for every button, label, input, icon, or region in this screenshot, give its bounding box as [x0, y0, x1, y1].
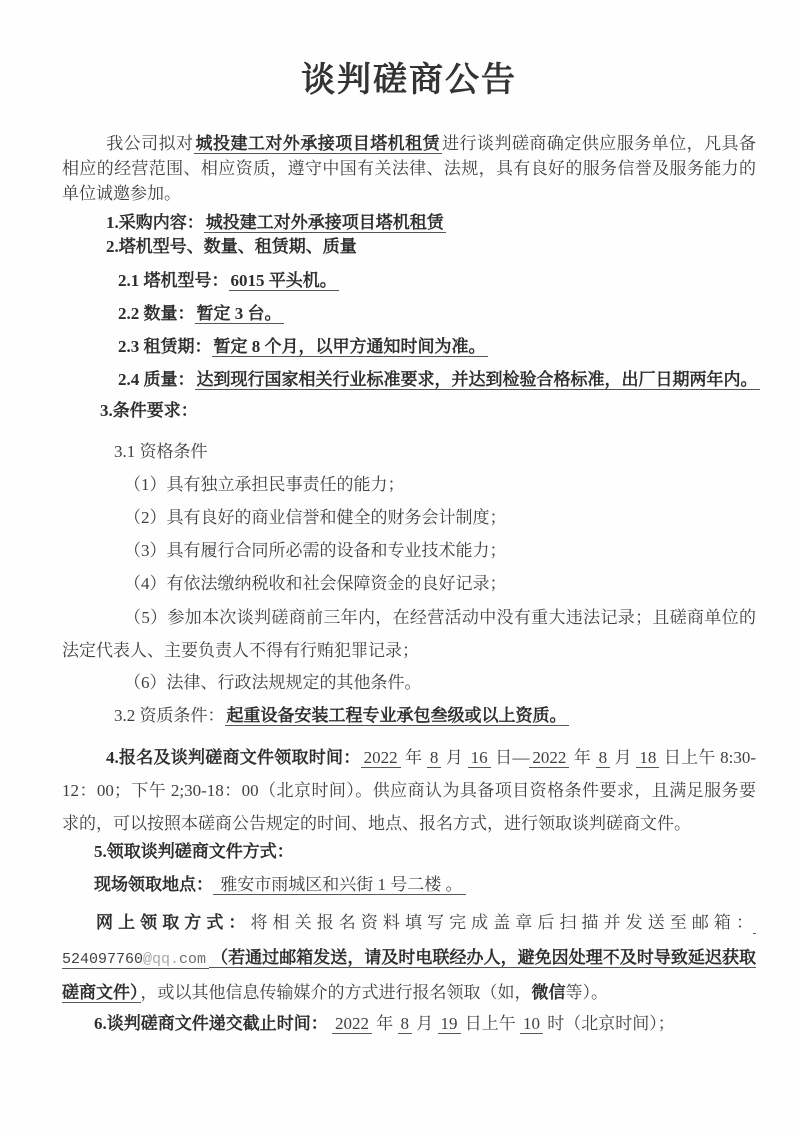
item-quantity	[62, 302, 756, 326]
online-text: 将相关报名资料填写完成盖章后扫描并发送至邮箱：	[250, 913, 754, 932]
condition-3: （3）具有履行合同所必需的设备和专业技术能力；	[124, 541, 507, 560]
document-title: 谈判磋商公告	[301, 62, 517, 99]
item-quality	[62, 368, 756, 392]
lease-term-label: 2.3 租赁期：	[118, 337, 212, 356]
registration-sep1: 年	[400, 748, 427, 767]
item-requirements-heading	[62, 399, 756, 423]
intro-suffix: 进行谈判磋商确定供应服务单位，凡具备相应的经营范围、相应资质，遵守中国有关法律、法规，具有良好的服务信誉及服务能力的单位诚邀参加。	[62, 134, 757, 203]
deadline-sep2: 月	[412, 1014, 438, 1033]
deadline-sep3: 日上午	[460, 1014, 520, 1033]
deadline-hour: 10	[520, 1014, 543, 1034]
registration-label: 4.报名及谈判磋商文件领取时间：	[106, 748, 361, 767]
quality-value: 达到现行国家相关行业标准要求，并达到检验合格标准，出厂日期两年内。	[196, 370, 758, 389]
deadline-month: 8	[398, 1014, 413, 1034]
intro-paragraph	[62, 131, 756, 206]
online-label: 网上领取方式：	[96, 913, 251, 932]
deadline-line	[62, 1012, 756, 1036]
registration-year2: 2022	[529, 748, 569, 768]
registration-sep5: 月	[610, 748, 637, 767]
condition-4: （4）有依法缴纳税收和社会保障资金的良好记录；	[124, 574, 507, 593]
condition-2: （2）具有良好的商业信誉和健全的财务会计制度；	[124, 508, 507, 527]
condition-1: （1）具有独立承担民事责任的能力；	[124, 475, 405, 494]
collect-heading-text: 5.领取谈判磋商文件方式：	[94, 842, 294, 861]
item-purchase-value: 城投建工对外承接项目塔机租赁	[205, 213, 444, 232]
item-purchase	[62, 211, 756, 235]
deadline-day: 19	[438, 1014, 461, 1034]
email-at-domain: @qq.	[143, 951, 180, 968]
item-lease-term	[62, 335, 756, 359]
onsite-line	[62, 873, 756, 897]
deadline-label: 6.谈判磋商文件递交截止时间：	[94, 1014, 328, 1033]
deadline-year: 2022	[332, 1014, 372, 1034]
item-spec-heading	[62, 235, 756, 259]
item-qualification-heading	[62, 440, 756, 464]
registration-sep4: 年	[569, 748, 596, 767]
quantity-label: 2.2 数量：	[118, 304, 195, 323]
online-note-bold: （若通过邮箱发送，请及时电联经办人，避免因处理不及时导致延迟获取磋商文件）	[62, 948, 756, 1002]
email-user: 524097760	[62, 951, 144, 968]
registration-tail: 日上午 8:30-12：00；下午 2;30-18：00（北京时间）。供应商认为具备项目资格条件要求，且满足服务要求的，可以按照本磋商公告规定的时间、地点、报名方式，进行领取谈判磋商文件。	[62, 748, 757, 833]
registration-paragraph	[62, 741, 756, 840]
onsite-address: 雅安市雨城区和兴街 1 号二楼 。	[213, 875, 466, 895]
lease-term-value: 暂定 8 个月，以甲方通知时间为准。	[213, 337, 486, 356]
registration-sep3: 日—	[490, 748, 530, 767]
quantity-value: 暂定 3 台。	[196, 304, 282, 323]
model-value: 6015 平头机。	[230, 271, 337, 290]
intro-project-name: 城投建工对外承接项目塔机租赁	[195, 134, 441, 153]
condition-6: （6）法律、行政法规规定的其他条件。	[124, 673, 422, 692]
email-tld: com	[179, 951, 207, 968]
item-model	[62, 269, 756, 293]
registration-year1: 2022	[361, 748, 401, 768]
online-note-mid: ，或以其他信息传输媒介的方式进行报名领取（如，	[140, 983, 532, 1002]
registration-day2: 18	[636, 748, 659, 768]
deadline-tail: 时（北京时间）；	[543, 1014, 675, 1033]
item-credential	[62, 704, 756, 728]
online-paragraph	[62, 906, 756, 1009]
spec-heading-text: 2.塔机型号、数量、租赁期、质量	[106, 237, 357, 256]
quality-label: 2.4 质量：	[118, 370, 195, 389]
credential-label: 3.2 资质条件：	[114, 706, 225, 725]
requirements-heading-text: 3.条件要求：	[100, 401, 198, 420]
item-purchase-label: 1.采购内容：	[106, 213, 204, 232]
registration-day1: 16	[468, 748, 491, 768]
deadline-sep1: 年	[372, 1014, 398, 1033]
qualification-heading-text: 3.1 资格条件	[114, 442, 208, 461]
online-note-wechat: 微信	[531, 983, 566, 1002]
intro-prefix: 我公司拟对	[106, 134, 194, 153]
registration-month2: 8	[596, 748, 611, 768]
collect-heading	[62, 840, 756, 864]
online-note-tail: 等）。	[565, 983, 608, 1002]
registration-sep2: 月	[441, 748, 468, 767]
model-label: 2.1 塔机型号：	[118, 271, 229, 290]
condition-5: （5）参加本次谈判磋商前三年内，在经营活动中没有重大违法记录；且磋商单位的法定代表人、主要负责人不得有行贿犯罪记录；	[62, 608, 756, 660]
onsite-label: 现场领取地点：	[94, 875, 213, 894]
credential-value: 起重设备安装工程专业承包叁级或以上资质。	[226, 706, 567, 725]
registration-month1: 8	[427, 748, 442, 768]
